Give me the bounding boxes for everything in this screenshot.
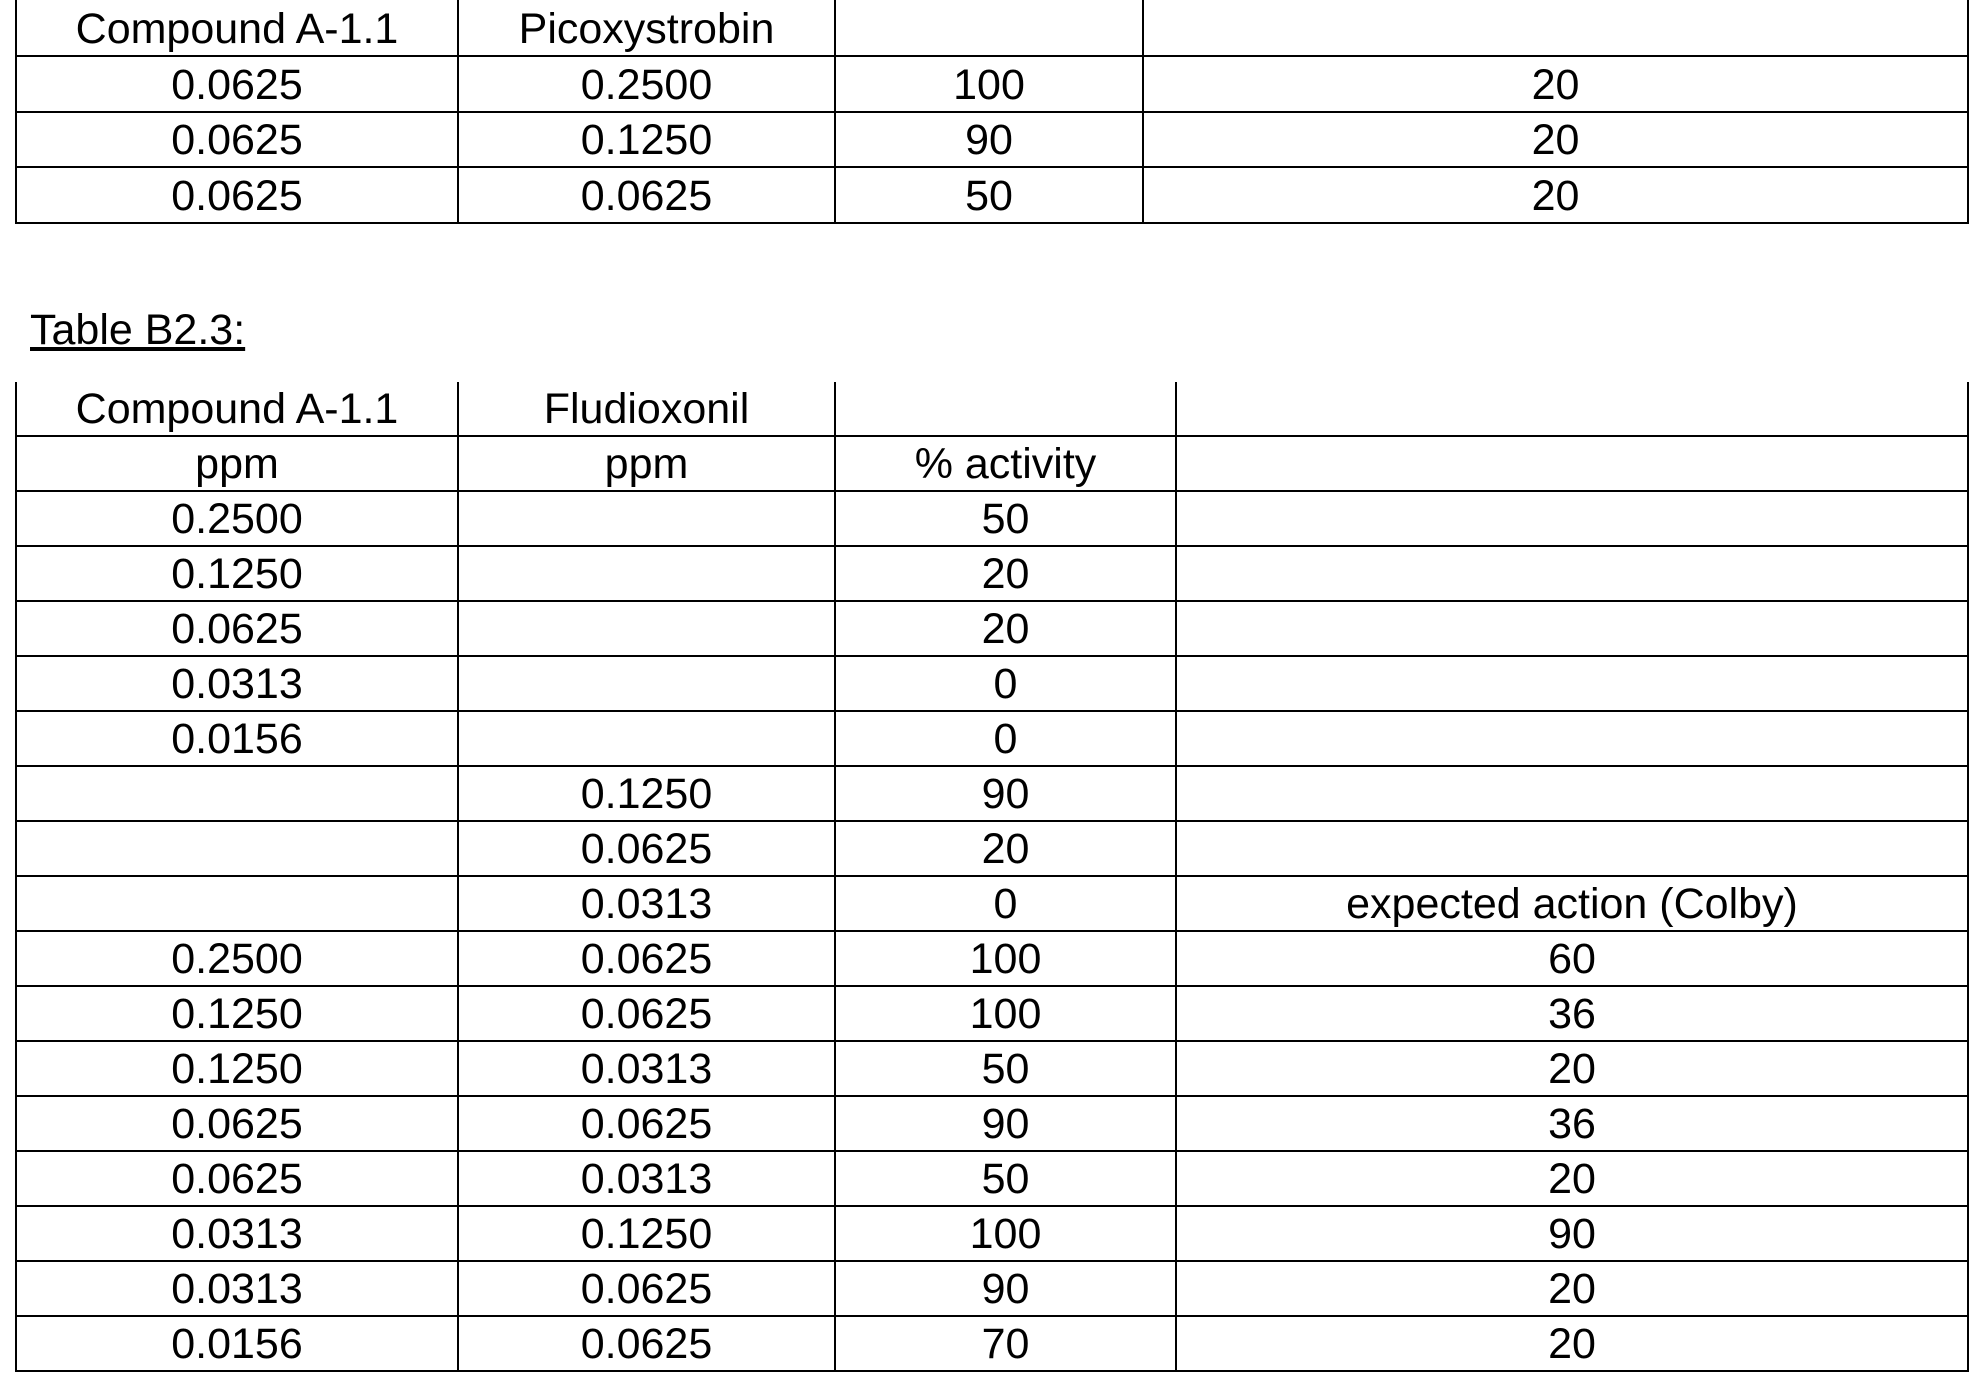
- table-cell: [1176, 931, 1968, 986]
- cell-text: Picoxystrobin: [519, 8, 775, 55]
- table-row: [16, 1316, 1968, 1371]
- table-row: [16, 711, 1968, 766]
- cell-text: 100: [953, 64, 1025, 111]
- cell-text: 0.0625: [171, 119, 303, 166]
- cell-text: 0.2500: [171, 938, 303, 985]
- table-cell: [835, 876, 1176, 931]
- table-cell: [1143, 0, 1968, 56]
- table-cell: [1176, 1206, 1968, 1261]
- table-cell: [835, 167, 1143, 223]
- table-cell: [16, 766, 458, 821]
- table-cell: [458, 1316, 835, 1371]
- table-cell: [458, 1261, 835, 1316]
- table-cell: [1176, 601, 1968, 656]
- table-cell: [458, 1206, 835, 1261]
- table-b2-3-title: Table B2.3:: [30, 306, 245, 355]
- table-cell: [16, 56, 458, 112]
- table-row: [16, 1206, 1968, 1261]
- cell-text: 36: [1548, 993, 1596, 1040]
- cell-text: 0.1250: [171, 553, 303, 600]
- table-cell: [16, 931, 458, 986]
- cell-text: 20: [1548, 1268, 1596, 1315]
- table-row: [16, 876, 1968, 931]
- table-cell: [458, 711, 835, 766]
- table-cell: [1176, 766, 1968, 821]
- cell-text: 0.0625: [171, 1103, 303, 1150]
- table-cell: [1176, 876, 1968, 931]
- cell-text: 0.0313: [581, 1158, 713, 1205]
- table-cell: [1176, 1096, 1968, 1151]
- cell-text: Compound A-1.1: [76, 8, 399, 55]
- cell-text: 20: [1532, 119, 1580, 166]
- table-cell: [458, 0, 835, 56]
- cell-text: Fludioxonil: [544, 388, 750, 435]
- table-cell: [16, 711, 458, 766]
- table-cell: [16, 0, 458, 56]
- cell-text: 90: [1548, 1213, 1596, 1260]
- table-row: [16, 167, 1968, 223]
- cell-text: 100: [970, 993, 1042, 1040]
- table-cell: [835, 1206, 1176, 1261]
- table-cell: [16, 1206, 458, 1261]
- cell-text: 90: [982, 1268, 1030, 1315]
- table-cell: [458, 1151, 835, 1206]
- cell-text: 36: [1548, 1103, 1596, 1150]
- table-cell: [835, 711, 1176, 766]
- cell-text: ppm: [195, 443, 279, 490]
- table-cell: [458, 167, 835, 223]
- table-cell: [1176, 546, 1968, 601]
- cell-text: 0.1250: [581, 1213, 713, 1260]
- cell-text: 0.0625: [171, 64, 303, 111]
- cell-text: 0.0313: [171, 663, 303, 710]
- cell-text: 0.0625: [581, 1268, 713, 1315]
- table-picoxystrobin: [15, 0, 1969, 224]
- cell-text: 0.0625: [581, 993, 713, 1040]
- cell-text: 0.0313: [171, 1213, 303, 1260]
- table-cell: [835, 1151, 1176, 1206]
- table-cell: [835, 1096, 1176, 1151]
- cell-text: 0.1250: [581, 119, 713, 166]
- table-cell: [458, 986, 835, 1041]
- table-cell: [835, 766, 1176, 821]
- table-cell: [16, 1041, 458, 1096]
- table-cell: [1176, 821, 1968, 876]
- table-cell: [835, 546, 1176, 601]
- cell-text: 0.0625: [171, 1158, 303, 1205]
- table-cell: [835, 656, 1176, 711]
- table-cell: [458, 766, 835, 821]
- cell-text: 60: [1548, 938, 1596, 985]
- table-row: [16, 766, 1968, 821]
- table-cell: [1176, 491, 1968, 546]
- cell-text: 0.0625: [581, 1323, 713, 1370]
- cell-text: 20: [1532, 175, 1580, 222]
- table-cell: [458, 876, 835, 931]
- cell-text: 0.0625: [581, 938, 713, 985]
- cell-text: 70: [982, 1323, 1030, 1370]
- table-cell: [16, 382, 458, 436]
- table-cell: [16, 491, 458, 546]
- cell-text: 20: [982, 608, 1030, 655]
- table-cell: [1176, 986, 1968, 1041]
- cell-text: 0.0625: [581, 175, 713, 222]
- table-row: [16, 436, 1968, 491]
- table-row: [16, 986, 1968, 1041]
- cell-text: 20: [1532, 64, 1580, 111]
- header-row: [16, 0, 1968, 56]
- table-cell: [16, 112, 458, 168]
- table-cell: [458, 601, 835, 656]
- cell-text: 0.0313: [581, 883, 713, 930]
- table-cell: [16, 167, 458, 223]
- table-cell: [16, 986, 458, 1041]
- table-cell: [835, 601, 1176, 656]
- table-cell: [458, 1041, 835, 1096]
- table-cell: [16, 656, 458, 711]
- table-cell: [16, 1096, 458, 1151]
- cell-text: ppm: [605, 443, 689, 490]
- table-cell: [1176, 1041, 1968, 1096]
- cell-text: 0.0313: [581, 1048, 713, 1095]
- table-cell: [16, 546, 458, 601]
- header-row: [16, 382, 1968, 436]
- table-cell: [835, 986, 1176, 1041]
- cell-text: 50: [982, 1158, 1030, 1205]
- cell-text: 0.1250: [171, 1048, 303, 1095]
- cell-text: 50: [965, 175, 1013, 222]
- table-cell: [1176, 1316, 1968, 1371]
- table-cell: [458, 112, 835, 168]
- cell-text: 0.0625: [581, 1103, 713, 1150]
- table-cell: [16, 1261, 458, 1316]
- cell-text: expected action (Colby): [1346, 883, 1798, 930]
- table-row: [16, 546, 1968, 601]
- table-cell: [835, 1316, 1176, 1371]
- table-cell: [835, 491, 1176, 546]
- cell-text: 0: [994, 663, 1018, 710]
- cell-text: 20: [982, 553, 1030, 600]
- cell-text: 20: [982, 828, 1030, 875]
- cell-text: 0.2500: [171, 498, 303, 545]
- table-cell: [458, 382, 835, 436]
- cell-text: 0.0156: [171, 718, 303, 765]
- table-cell: [835, 436, 1176, 491]
- table-cell: [1143, 167, 1968, 223]
- table-cell: [1176, 436, 1968, 491]
- table-cell: [835, 931, 1176, 986]
- cell-text: 100: [970, 938, 1042, 985]
- cell-text: % activity: [915, 443, 1097, 490]
- table-cell: [1143, 56, 1968, 112]
- cell-text: 0.0625: [171, 175, 303, 222]
- cell-text: 0.1250: [581, 773, 713, 820]
- cell-text: 0.2500: [581, 64, 713, 111]
- cell-text: 0: [994, 883, 1018, 930]
- table-cell: [458, 931, 835, 986]
- table-cell: [16, 876, 458, 931]
- table-row: [16, 656, 1968, 711]
- cell-text: 0.0156: [171, 1323, 303, 1370]
- cell-text: 0.0625: [171, 608, 303, 655]
- table-cell: [835, 0, 1143, 56]
- table-cell: [458, 491, 835, 546]
- table-row: [16, 491, 1968, 546]
- cell-text: 0.1250: [171, 993, 303, 1040]
- table-cell: [16, 601, 458, 656]
- table-cell: [458, 436, 835, 491]
- table-cell: [1176, 711, 1968, 766]
- cell-text: 0.0625: [581, 828, 713, 875]
- table-row: [16, 821, 1968, 876]
- table-cell: [16, 1151, 458, 1206]
- table-b2-3: [15, 382, 1969, 1372]
- cell-text: 20: [1548, 1048, 1596, 1095]
- cell-text: 90: [965, 119, 1013, 166]
- table-cell: [835, 112, 1143, 168]
- cell-text: 20: [1548, 1323, 1596, 1370]
- table-row: [16, 56, 1968, 112]
- table-cell: [16, 436, 458, 491]
- table-row: [16, 112, 1968, 168]
- cell-text: 90: [982, 773, 1030, 820]
- table-cell: [458, 1096, 835, 1151]
- table-cell: [16, 821, 458, 876]
- table-cell: [458, 56, 835, 112]
- table-cell: [16, 1316, 458, 1371]
- table-row: [16, 931, 1968, 986]
- cell-text: 90: [982, 1103, 1030, 1150]
- table-cell: [458, 546, 835, 601]
- cell-text: 50: [982, 1048, 1030, 1095]
- table-cell: [1143, 112, 1968, 168]
- table-cell: [458, 821, 835, 876]
- table-row: [16, 1151, 1968, 1206]
- cell-text: 0: [994, 718, 1018, 765]
- cell-text: 50: [982, 498, 1030, 545]
- table-cell: [1176, 1151, 1968, 1206]
- cell-text: Compound A-1.1: [76, 388, 399, 435]
- table-row: [16, 601, 1968, 656]
- cell-text: 100: [970, 1213, 1042, 1260]
- table-cell: [835, 1261, 1176, 1316]
- table-cell: [1176, 656, 1968, 711]
- table-cell: [835, 821, 1176, 876]
- table-row: [16, 1041, 1968, 1096]
- table-cell: [835, 1041, 1176, 1096]
- table-cell: [835, 382, 1176, 436]
- table-cell: [835, 56, 1143, 112]
- table-row: [16, 1261, 1968, 1316]
- table-cell: [1176, 1261, 1968, 1316]
- table-cell: [1176, 382, 1968, 436]
- cell-text: 20: [1548, 1158, 1596, 1205]
- table-cell: [458, 656, 835, 711]
- table-row: [16, 1096, 1968, 1151]
- cell-text: 0.0313: [171, 1268, 303, 1315]
